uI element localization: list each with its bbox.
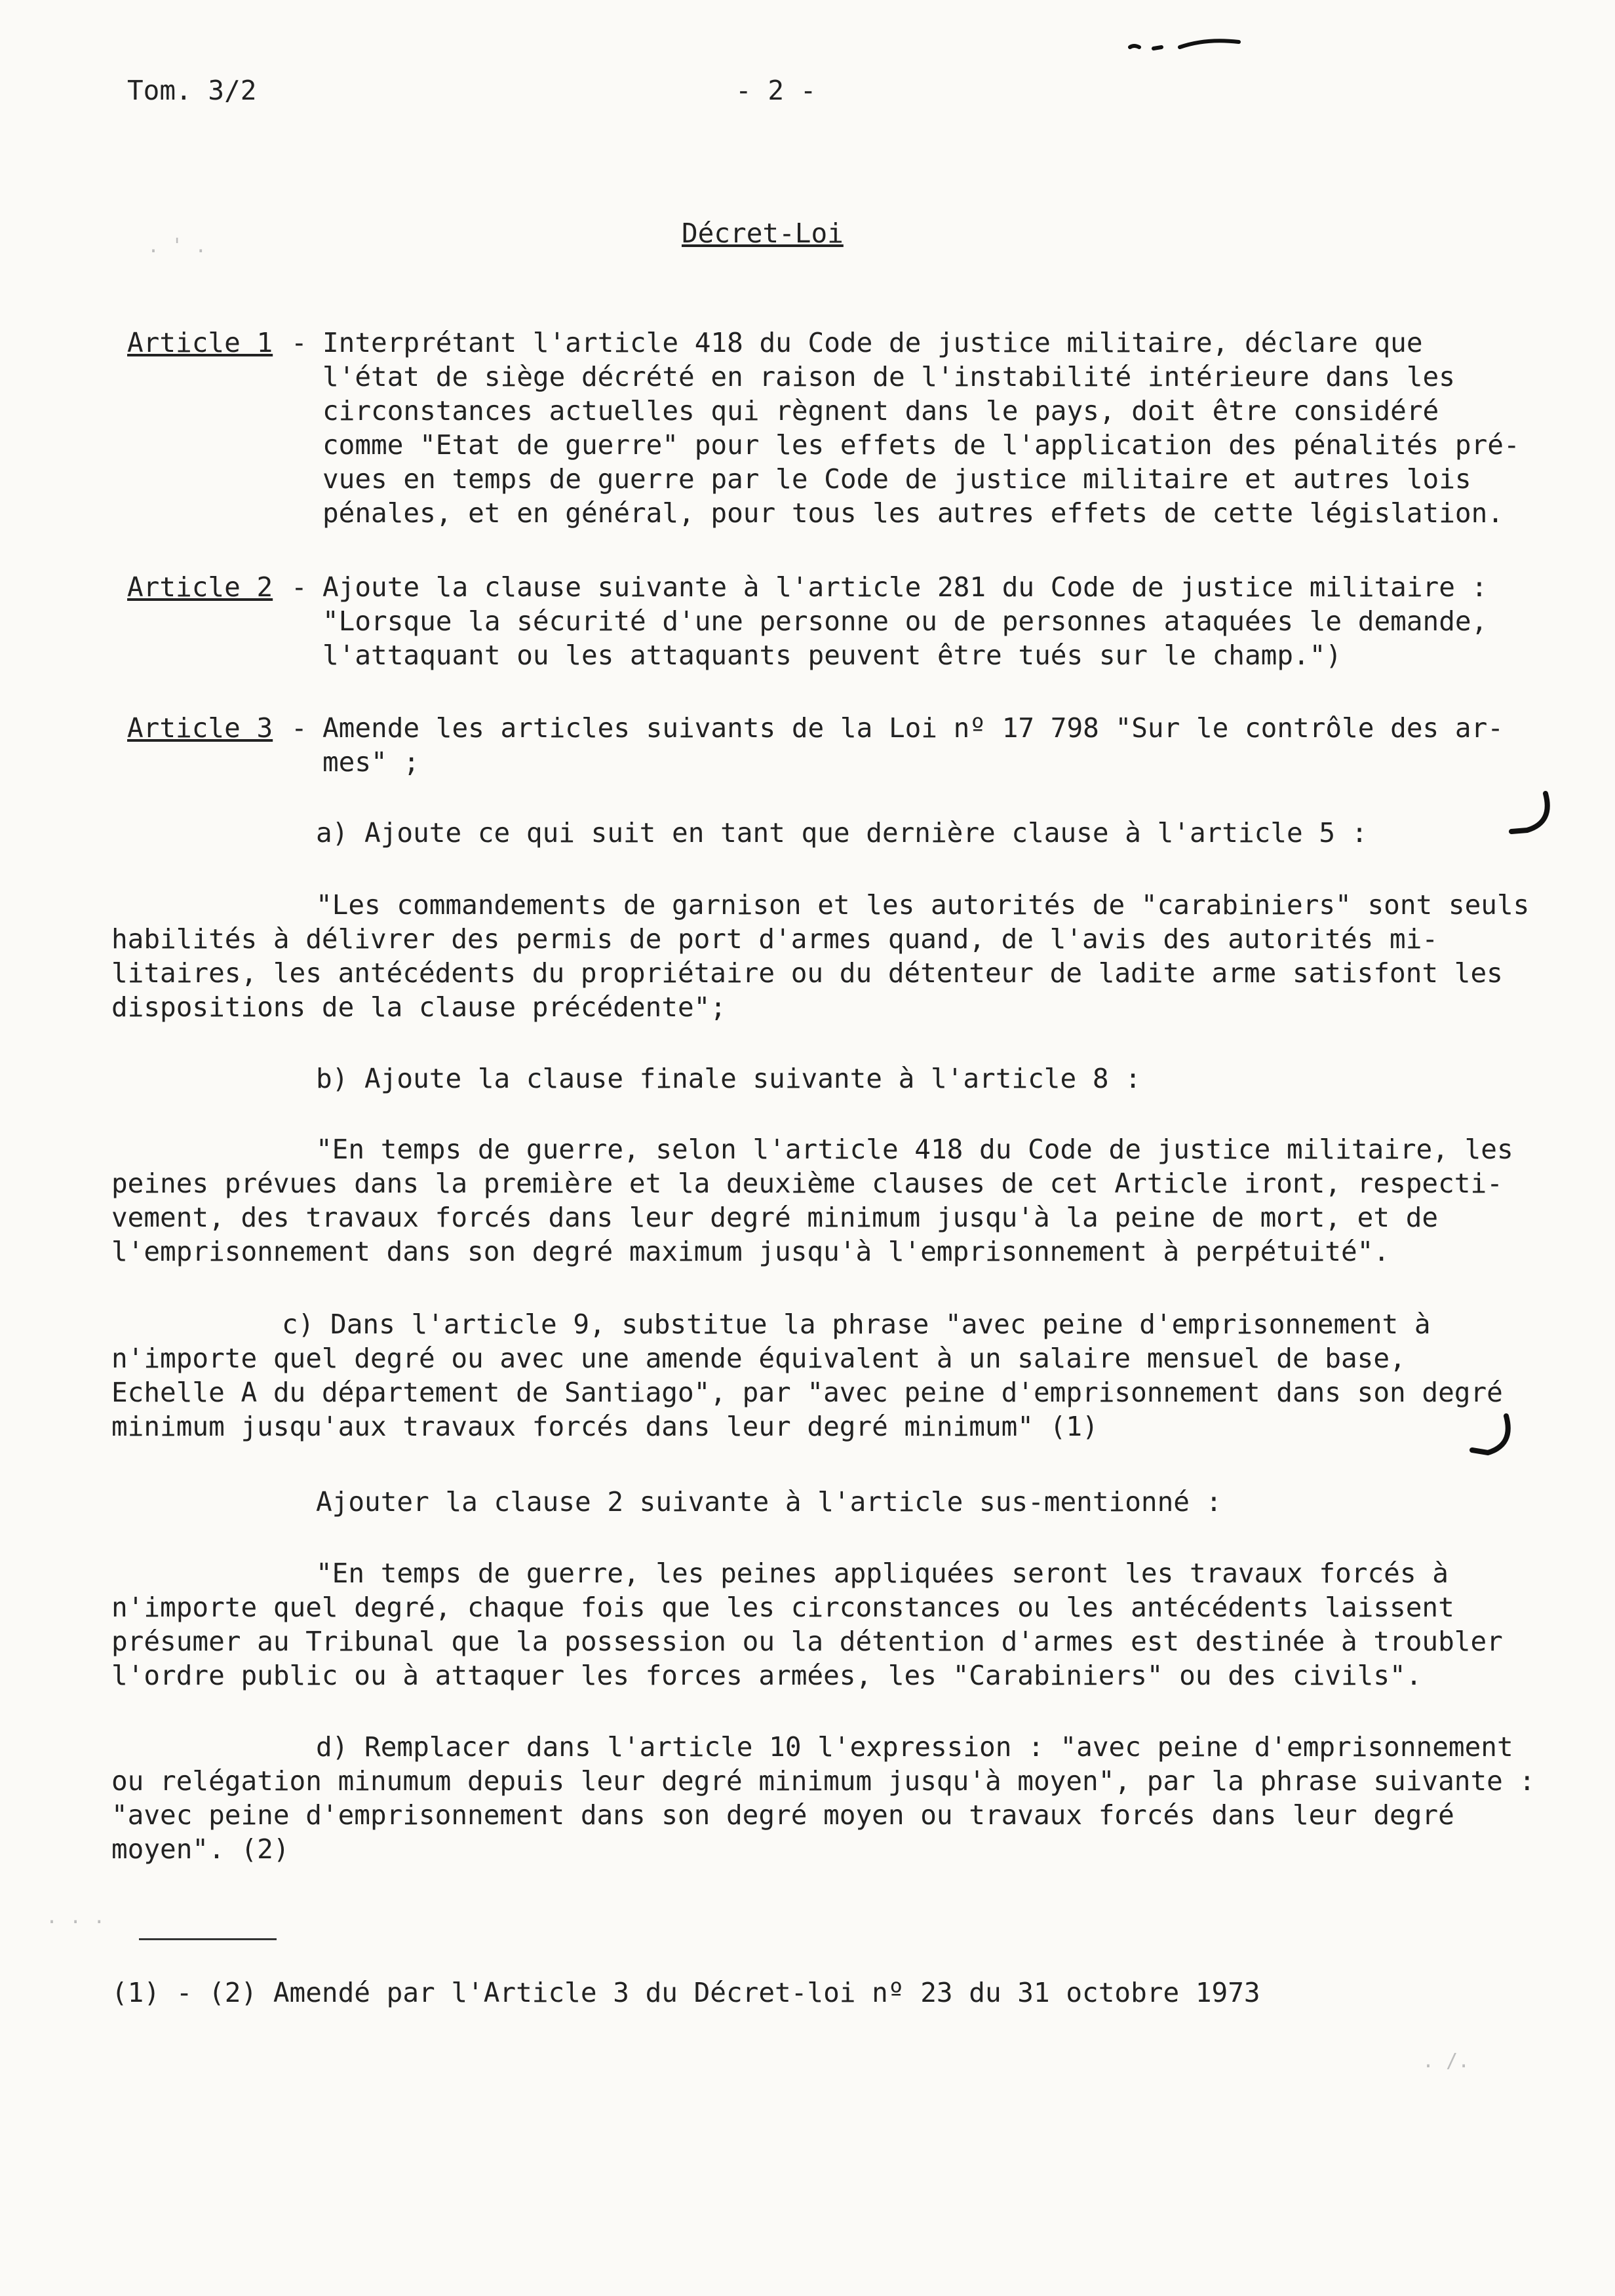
paragraph-b-intro — [111, 1062, 1547, 1096]
text-line: "En temps de guerre, les peines appliquées seront les travaux forcés à — [316, 1558, 1449, 1589]
text-line: b) Ajoute la clause finale suivante à l'article 8 : — [316, 1063, 1141, 1094]
margin-check-mark — [1468, 1412, 1514, 1458]
text-line: vues en temps de guerre par le Code de justice militaire et autres lois — [322, 463, 1471, 495]
paragraph-b-quote — [111, 1132, 1547, 1269]
text-line: "avec peine d'emprisonnement dans son degré moyen ou travaux forcés dans leur degré — [111, 1799, 1454, 1831]
text-line: litaires, les antécédents du propriétaire ou du détenteur de ladite arme satisfont les — [111, 957, 1503, 989]
scan-speck: . ' . — [147, 235, 207, 258]
text-line: a) Ajoute ce qui suit en tant que dernière clause à l'article 5 : — [316, 817, 1368, 849]
paragraph-a-quote — [111, 888, 1547, 1024]
article-label: Article 1 — [127, 327, 273, 358]
article-body — [322, 711, 1543, 779]
text-line: dispositions de la clause précédente"; — [111, 991, 726, 1023]
text-line: d) Remplacer dans l'article 10 l'expression : "avec peine d'emprisonnement — [316, 1731, 1513, 1763]
paragraph-c-clause-2-quote — [111, 1556, 1547, 1693]
text-line: l'état de siège décrété en raison de l'instabilité intérieure dans les — [322, 361, 1455, 392]
document-reference: Tom. 3/2 — [127, 75, 257, 106]
text-line: moyen". (2) — [111, 1833, 290, 1865]
article-3 — [127, 711, 1543, 779]
document-title: Décret-Loi — [682, 218, 844, 249]
article-label: Article 3 — [127, 712, 273, 744]
article-dash: - — [291, 571, 307, 603]
text-line: "En temps de guerre, selon l'article 418 du Code de justice militaire, les — [316, 1134, 1513, 1165]
text-line: habilités à délivrer des permis de port d'armes quand, de l'avis des autorités mi- — [111, 923, 1439, 955]
margin-check-mark — [1508, 790, 1553, 835]
text-line: l'emprisonnement dans son degré maximum jusqu'à l'emprisonnement à perpétuité". — [111, 1236, 1390, 1267]
paragraph-d — [111, 1730, 1547, 1866]
article-2 — [127, 570, 1543, 672]
text-line: circonstances actuelles qui règnent dans le pays, doit être considéré — [322, 395, 1439, 427]
text-line: c) Dans l'article 9, substitue la phrase "avec peine d'emprisonnement à — [282, 1309, 1431, 1340]
text-line: vement, des travaux forcés dans leur degré minimum jusqu'à la peine de mort, et de — [111, 1202, 1439, 1233]
text-line: Amende les articles suivants de la Loi nº 17 798 "Sur le contrôle des ar- — [322, 712, 1504, 744]
article-label: Article 2 — [127, 571, 273, 603]
ink-smudge-mark — [1127, 34, 1252, 52]
text-line: l'attaquant ou les attaquants peuvent être tués sur le champ.") — [322, 640, 1342, 671]
article-dash: - — [291, 712, 307, 744]
text-line: l'ordre public ou à attaquer les forces armées, les "Carabiniers" ou des civils". — [111, 1660, 1422, 1691]
footnote: (1) - (2) Amendé par l'Article 3 du Décret-loi nº 23 du 31 octobre 1973 — [111, 1977, 1260, 2008]
text-line: Interprétant l'article 418 du Code de justice militaire, déclare que — [322, 327, 1423, 358]
text-line: ou relégation minumum depuis leur degré minimum jusqu'à moyen", par la phrase suivante : — [111, 1765, 1536, 1797]
text-line: pénales, et en général, pour tous les autres effets de cette législation. — [322, 497, 1504, 529]
page-number: - 2 - — [735, 75, 817, 106]
paragraph-c — [111, 1307, 1547, 1444]
scan-speck: . /. — [1422, 2050, 1470, 2073]
text-line: n'importe quel degré ou avec une amende équivalent à un salaire mensuel de base, — [111, 1343, 1406, 1374]
text-line: Ajouter la clause 2 suivante à l'article sus-mentionné : — [316, 1486, 1222, 1518]
text-line: comme "Etat de guerre" pour les effets de l'application des pénalités pré- — [322, 429, 1520, 461]
footnote-separator — [139, 1938, 277, 1940]
text-line: minimum jusqu'aux travaux forcés dans leur degré minimum" (1) — [111, 1411, 1099, 1442]
text-line: peines prévues dans la première et la deuxième clauses de cet Article iront, respecti- — [111, 1168, 1503, 1199]
text-line: mes" ; — [322, 746, 420, 778]
text-line: n'importe quel degré, chaque fois que les circonstances ou les antécédents laissent — [111, 1592, 1454, 1623]
article-1 — [127, 326, 1543, 530]
paragraph-c-clause-2-intro — [111, 1485, 1547, 1519]
paragraph-a-intro — [111, 816, 1547, 850]
text-line: "Lorsque la sécurité d'une personne ou de personnes ataquées le demande, — [322, 605, 1488, 637]
text-line: Echelle A du département de Santiago", par "avec peine d'emprisonnement dans son degré — [111, 1377, 1503, 1408]
text-line: "Les commandements de garnison et les autorités de "carabiniers" sont seuls — [316, 889, 1530, 921]
scan-speck: . . . — [46, 1905, 106, 1928]
article-body — [322, 326, 1543, 530]
text-line: Ajoute la clause suivante à l'article 281 du Code de justice militaire : — [322, 571, 1488, 603]
article-dash: - — [291, 327, 307, 358]
text-line: présumer au Tribunal que la possession ou la détention d'armes est destinée à troubler — [111, 1626, 1503, 1657]
article-body — [322, 570, 1543, 672]
